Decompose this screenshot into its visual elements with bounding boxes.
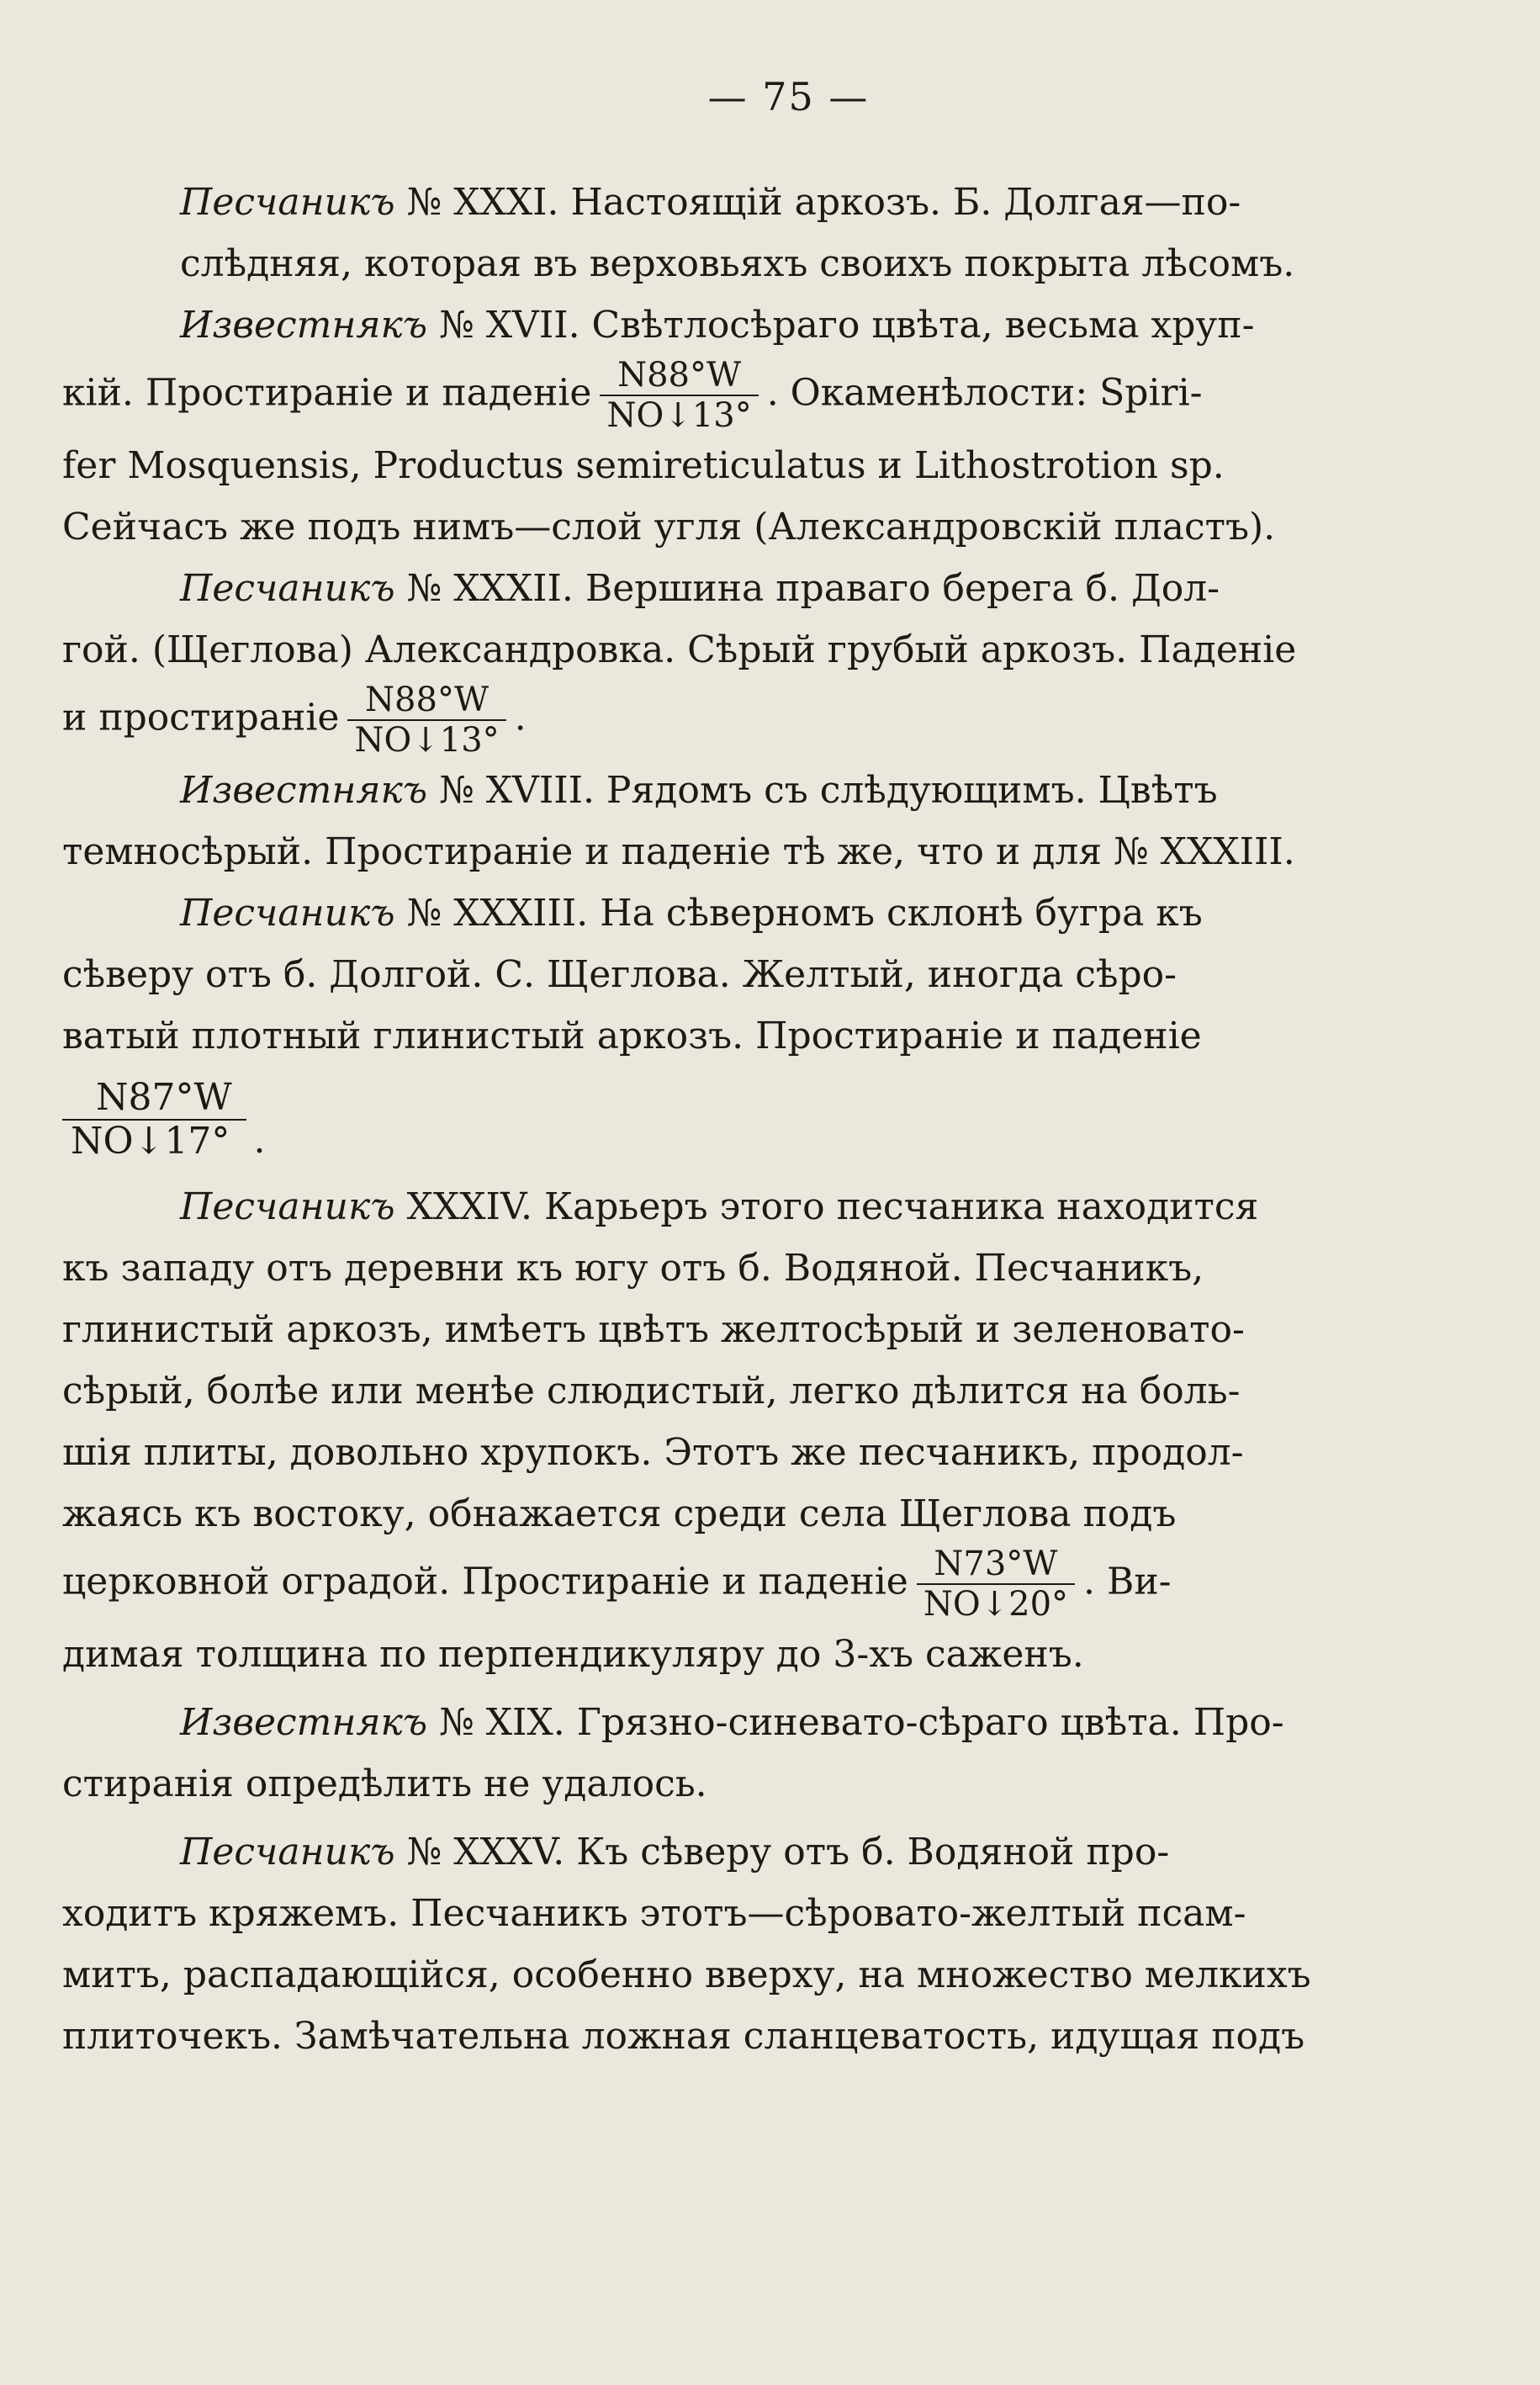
text-fragment: . xyxy=(514,696,527,739)
text-line: fer Mosquensis, Productus semireticulatus и Lithostrotion sp. xyxy=(62,444,1225,487)
text-fragment: церковной оградой. Простираніе и паденіе xyxy=(62,1560,908,1603)
text-line: глинистый аркозъ, имѣетъ цвѣтъ желтосѣрый и зеленовато- xyxy=(62,1308,1245,1351)
paragraph-lead: Песчаникъ xyxy=(180,1185,395,1228)
strike-dip-fraction xyxy=(347,681,505,760)
fraction-denominator: NO↓17° xyxy=(62,1119,246,1163)
text-line: митъ, распадающійся, особенно вверху, на множество мелкихъ xyxy=(62,1953,1311,1996)
paragraph-lead: Песчаникъ xyxy=(180,892,395,935)
text-line: плиточекъ. Замѣчательна ложная сланцеватость, идущая подъ xyxy=(62,2015,1305,2058)
text-fragment: . xyxy=(253,1119,266,1162)
fraction-numerator: N87°W xyxy=(96,1076,232,1119)
text-line: сѣрый, болѣе или менѣе слюдистый, легко дѣлится на боль- xyxy=(62,1370,1241,1412)
text-line: шія плиты, довольно хрупокъ. Этотъ же песчаникъ, продол- xyxy=(62,1431,1244,1474)
text-line: димая толщина по перпендикуляру до 3-хъ саженъ. xyxy=(62,1633,1084,1676)
fraction-numerator: N73°W xyxy=(934,1545,1058,1583)
paragraph-limestone-17 xyxy=(62,294,1363,558)
text-line: стиранія опредѣлить не удалось. xyxy=(62,1762,707,1805)
paragraph-sandstone-31 xyxy=(62,172,1363,294)
text-line-with-fraction xyxy=(62,356,1363,435)
paragraph-lead: Известнякъ xyxy=(180,1701,428,1744)
text-line-with-fraction xyxy=(62,681,1363,760)
text-line: сѣверу отъ б. Долгой. С. Щеглова. Желтый, иногда сѣро- xyxy=(62,953,1177,996)
paragraph-sandstone-33 xyxy=(62,882,1363,1171)
paragraph-lead: Песчаникъ xyxy=(180,567,395,610)
fraction-numerator: N88°W xyxy=(365,681,490,719)
paragraph-sandstone-34 xyxy=(62,1176,1363,1685)
fraction-line xyxy=(62,1067,1363,1171)
paragraph-sandstone-35 xyxy=(62,1821,1363,2067)
text-line: жаясь къ востоку, обнажается среди села Щеглова подъ xyxy=(62,1492,1177,1535)
text-line: № XXXII. Вершина праваго берега б. Дол- xyxy=(394,567,1220,610)
text-fragment: кій. Простираніе и паденіе xyxy=(62,371,592,415)
text-fragment: . Ви- xyxy=(1083,1560,1172,1603)
text-fragment: . Окаменѣлости: Spiri- xyxy=(766,371,1203,415)
text-fragment: и простираніе xyxy=(62,696,340,739)
fraction-denominator: NO↓13° xyxy=(347,719,505,760)
text-line: № XIX. Грязно-синевато-сѣраго цвѣта. Про- xyxy=(427,1701,1284,1744)
text-line: № XXXIII. На сѣверномъ склонѣ бугра къ xyxy=(394,892,1203,935)
text-line: гой. (Щеглова) Александровка. Сѣрый грубый аркозъ. Паденіе xyxy=(62,628,1297,671)
text-line: № XXXV. Къ сѣверу отъ б. Водяной про- xyxy=(394,1831,1170,1874)
text-line: Сейчасъ же подъ нимъ—слой угля (Александровскій пластъ). xyxy=(62,506,1276,549)
strike-dip-fraction xyxy=(917,1545,1075,1624)
strike-dip-fraction xyxy=(62,1077,246,1163)
text-line: ватый плотный глинистый аркозъ. Простираніе и паденіе xyxy=(62,1015,1202,1057)
text-line: темносѣрый. Простираніе и паденіе тѣ же, что и для № XXXIII. xyxy=(62,830,1295,873)
paragraph-lead: Известнякъ xyxy=(180,304,428,347)
text-line: № XVII. Свѣтлосѣраго цвѣта, весьма хруп- xyxy=(427,304,1255,347)
paragraph-lead: Песчаникъ xyxy=(180,1831,395,1874)
paragraph-lead: Песчаникъ xyxy=(180,181,395,224)
fraction-numerator: N88°W xyxy=(617,356,742,395)
fraction-denominator: NO↓20° xyxy=(917,1583,1075,1624)
paragraph-lead: Известнякъ xyxy=(180,769,428,812)
paragraph-sandstone-32 xyxy=(62,558,1363,760)
text-line: къ западу отъ деревни къ югу отъ б. Водяной. Песчаникъ, xyxy=(62,1247,1204,1290)
text-line: № XXXI. Настоящій аркозъ. Б. Долгая—по- xyxy=(394,181,1241,224)
paragraph-limestone-18 xyxy=(62,760,1363,882)
strike-dip-fraction xyxy=(600,356,758,435)
text-line-with-fraction xyxy=(62,1545,1363,1624)
text-line: XXXIV. Карьеръ этого песчаника находится xyxy=(394,1185,1259,1228)
page-number: — 75 — xyxy=(707,74,870,119)
fraction-denominator: NO↓13° xyxy=(600,395,758,435)
text-line: слѣдняя, которая въ верховьяхъ своихъ покрыта лѣсомъ. xyxy=(180,242,1295,285)
paragraph-limestone-19 xyxy=(62,1692,1363,1815)
text-line: № XVIII. Рядомъ съ слѣдующимъ. Цвѣтъ xyxy=(427,769,1218,812)
text-line: ходитъ кряжемъ. Песчаникъ этотъ—сѣровато-желтый псам- xyxy=(62,1892,1246,1935)
